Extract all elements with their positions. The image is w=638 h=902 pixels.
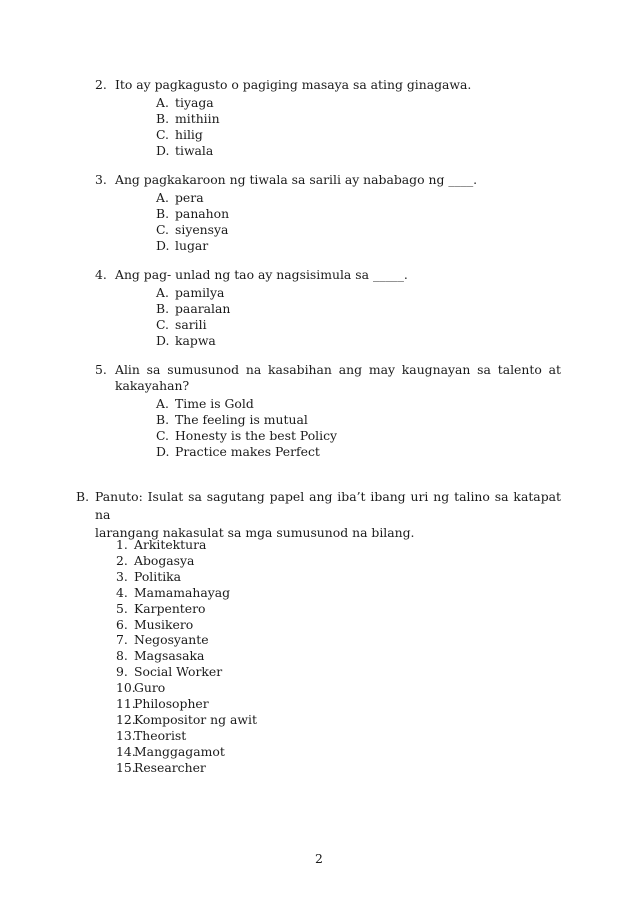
choice-letter: D. <box>156 444 170 459</box>
item-number: 13. <box>116 727 136 743</box>
item-number: 12. <box>116 711 136 727</box>
list-item <box>116 680 257 696</box>
choice-a <box>156 190 561 206</box>
question-5 <box>95 362 561 460</box>
choice-c <box>156 222 561 238</box>
choice-letter: D. <box>156 238 170 253</box>
choice-b <box>156 301 561 317</box>
item-number: 14. <box>116 743 136 759</box>
choice-list <box>156 396 561 460</box>
choice-text: pera <box>175 190 204 205</box>
choice-text: Honesty is the best Policy <box>175 428 338 443</box>
item-text: Researcher <box>134 759 206 775</box>
list-item <box>116 712 257 728</box>
question-number: 2. <box>95 77 107 92</box>
choice-c <box>156 428 561 444</box>
choice-b <box>156 412 561 428</box>
choice-letter: B. <box>156 412 170 427</box>
field-list <box>116 537 257 776</box>
choice-letter: C. <box>156 222 169 237</box>
choice-list <box>156 285 561 349</box>
choice-text: paaralan <box>175 301 231 316</box>
item-number: 1. <box>116 537 128 552</box>
choice-c <box>156 317 561 333</box>
choice-letter: A. <box>156 396 169 411</box>
choice-text: hilig <box>175 127 203 142</box>
list-item <box>116 601 257 617</box>
choice-list <box>156 95 561 159</box>
choice-text: pamilya <box>175 285 225 300</box>
item-number: 9. <box>116 664 128 680</box>
item-text: Social Worker <box>134 664 223 680</box>
choice-text: Practice makes Perfect <box>175 444 320 459</box>
choice-b <box>156 206 561 222</box>
choice-letter: A. <box>156 190 169 205</box>
item-number: 5. <box>116 600 128 616</box>
instruction-text: Panuto: Isulat sa sagutang papel ang iba’t ibang uri ng talino sa katapat na <box>95 489 561 522</box>
item-number: 7. <box>116 632 128 648</box>
choice-list <box>156 190 561 254</box>
question-2 <box>95 77 561 159</box>
item-text: Negosyante <box>134 632 209 648</box>
choice-d <box>156 333 561 349</box>
choice-b <box>156 111 561 127</box>
choice-letter: A. <box>156 95 169 110</box>
choice-text: Time is Gold <box>175 396 254 411</box>
list-item <box>116 664 257 680</box>
choice-d <box>156 143 561 159</box>
choice-a <box>156 396 561 412</box>
choice-letter: D. <box>156 333 170 348</box>
list-item <box>116 744 257 760</box>
item-number: 11. <box>116 696 136 712</box>
choice-letter: B. <box>156 206 170 221</box>
choice-text: tiyaga <box>175 95 214 110</box>
item-text: Politika <box>134 568 182 584</box>
question-number: 4. <box>95 267 107 282</box>
question-text: Ang pagkakaroon ng tiwala sa sarili ay nababago ng ____. <box>115 172 478 187</box>
choice-letter: C. <box>156 127 169 142</box>
item-text: Kompositor ng awit <box>134 711 257 727</box>
item-text: Magsasaka <box>134 648 205 664</box>
choice-a <box>156 285 561 301</box>
choice-letter: C. <box>156 317 169 332</box>
choice-a <box>156 95 561 111</box>
item-number: 15. <box>116 759 136 775</box>
question-4 <box>95 267 561 349</box>
question-text: Alin sa sumusunod na kasabihan ang may kaugnayan sa talento at <box>115 362 561 377</box>
list-item <box>116 617 257 633</box>
question-number: 3. <box>95 172 107 187</box>
item-number: 8. <box>116 648 128 664</box>
choice-text: The feeling is mutual <box>175 412 308 427</box>
question-text: Ito ay pagkagusto o pagiging masaya sa ating ginagawa. <box>115 77 472 92</box>
choice-letter: B. <box>156 301 170 316</box>
page-number: 2 <box>315 851 323 866</box>
item-text: Musikero <box>134 616 194 632</box>
item-text: Arkitektura <box>134 537 207 552</box>
choice-text: sarili <box>175 317 207 332</box>
question-text: Ang pag- unlad ng tao ay nagsisimula sa _____. <box>115 267 408 282</box>
list-item <box>116 728 257 744</box>
item-text: Manggagamot <box>134 743 225 759</box>
question-3 <box>95 172 561 254</box>
item-text: Theorist <box>134 727 187 743</box>
choice-text: tiwala <box>175 143 214 158</box>
choice-letter: D. <box>156 143 170 158</box>
list-item <box>116 553 257 569</box>
choice-text: kapwa <box>175 333 216 348</box>
section-label: B. <box>76 489 90 504</box>
list-item <box>116 760 257 776</box>
item-number: 6. <box>116 616 128 632</box>
item-text: Guro <box>134 680 166 696</box>
choice-letter: B. <box>156 111 170 126</box>
question-number: 5. <box>95 362 107 377</box>
list-item <box>116 537 257 553</box>
item-number: 2. <box>116 552 128 568</box>
choice-text: siyensya <box>175 222 229 237</box>
section-b-instructions <box>76 488 561 542</box>
list-item <box>116 569 257 585</box>
choice-d <box>156 238 561 254</box>
instruction-text-continued: larangang nakasulat sa mga sumusunod na bilang. <box>95 525 415 540</box>
item-number: 3. <box>116 568 128 584</box>
choice-letter: C. <box>156 428 169 443</box>
list-item <box>116 696 257 712</box>
choice-d <box>156 444 561 460</box>
item-text: Karpentero <box>134 600 206 616</box>
choice-text: lugar <box>175 238 209 253</box>
list-item <box>116 585 257 601</box>
item-number: 4. <box>116 584 128 600</box>
list-item <box>116 648 257 664</box>
choice-c <box>156 127 561 143</box>
item-text: Abogasya <box>134 552 195 568</box>
choice-text: panahon <box>175 206 230 221</box>
list-item <box>116 632 257 648</box>
item-text: Mamamahayag <box>134 584 231 600</box>
question-text-continued: kakayahan? <box>115 378 190 393</box>
item-text: Philosopher <box>134 696 209 712</box>
item-number: 10. <box>116 680 136 696</box>
choice-letter: A. <box>156 285 169 300</box>
choice-text: mithiin <box>175 111 220 126</box>
